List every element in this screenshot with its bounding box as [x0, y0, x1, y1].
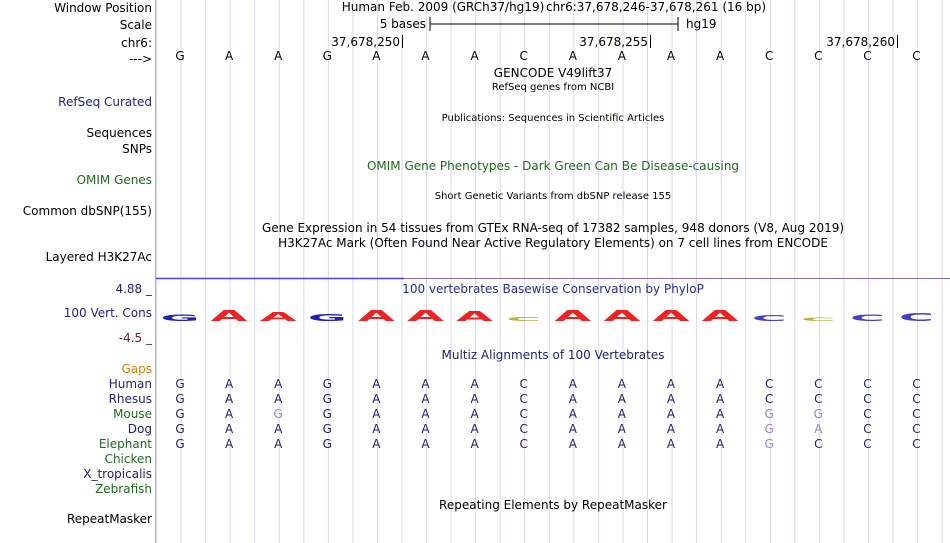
alignment-base-dog: C — [863, 422, 872, 436]
label-mouse[interactable]: Mouse — [113, 407, 152, 421]
label-phylop-min[interactable]: -4.5 _ — [118, 331, 152, 345]
alignment-base-dog: G — [175, 422, 185, 436]
alignment-base-elephant: A — [372, 437, 381, 451]
alignment-base-rhesus: A — [666, 392, 676, 406]
alignment-base-rhesus: A — [617, 392, 626, 406]
browser-image[interactable] — [155, 0, 950, 543]
alignment-base-mouse: A — [372, 407, 381, 421]
base: C — [814, 49, 823, 63]
alignment-base-rhesus: A — [421, 392, 430, 406]
base: A — [568, 49, 577, 63]
alignment-base-rhesus: G — [322, 392, 332, 406]
alignment-base-human: A — [666, 377, 676, 391]
alignment-base-elephant: A — [568, 437, 577, 451]
label-chicken[interactable]: Chicken — [104, 452, 152, 466]
scale-db: hg19 — [686, 17, 717, 31]
alignment-base-dog: A — [666, 422, 676, 436]
alignment-base-human: A — [470, 377, 479, 391]
alignment-base-mouse: G — [273, 407, 283, 421]
label-window-position[interactable]: Window Position — [54, 1, 152, 15]
label-strand[interactable]: ---> — [128, 52, 152, 66]
base: A — [617, 49, 626, 63]
label-repeatmasker[interactable]: RepeatMasker — [66, 512, 152, 526]
label-sequences[interactable]: Sequences — [86, 126, 152, 140]
alignment-base-rhesus: C — [863, 392, 872, 406]
label-dbsnp[interactable]: Common dbSNP(155) — [22, 204, 152, 218]
conservation-letter: A — [456, 309, 494, 325]
alignment-base-rhesus: A — [274, 392, 283, 406]
alignment-base-rhesus: C — [912, 392, 921, 406]
conservation-letter: C — [849, 312, 885, 324]
conservation-letter: C — [506, 316, 542, 323]
label-elephant[interactable]: Elephant — [98, 437, 152, 451]
tick-label: 37,678,255 — [579, 35, 648, 49]
alignment-base-human: C — [764, 377, 774, 391]
phylop-track-title[interactable]: 100 vertebrates Basewise Conservation by PhyloP — [402, 282, 704, 296]
label-scale[interactable]: Scale — [119, 18, 152, 32]
repeatmasker-track-title[interactable]: Repeating Elements by RepeatMasker — [439, 498, 667, 512]
alignment-base-elephant: C — [863, 437, 872, 451]
alignment-base-rhesus: A — [224, 392, 234, 406]
alignment-base-human: A — [224, 377, 234, 391]
conservation-letter: C — [751, 313, 787, 324]
label-xtrop[interactable]: X_tropicalis — [83, 467, 152, 481]
base: A — [372, 49, 381, 63]
alignment-base-elephant: C — [814, 437, 823, 451]
alignment-base-human: A — [568, 377, 577, 391]
alignment-base-human: C — [519, 377, 528, 391]
alignment-base-human: C — [912, 377, 921, 391]
base: C — [764, 49, 774, 63]
alignment-base-human: A — [274, 377, 283, 391]
alignment-base-mouse: C — [519, 407, 528, 421]
alignment-base-rhesus: A — [715, 392, 725, 406]
alignment-base-dog: A — [372, 422, 381, 436]
base: C — [912, 49, 921, 63]
conservation-letter: A — [357, 307, 395, 325]
alignment-base-mouse: A — [421, 407, 430, 421]
alignment-base-mouse: G — [322, 407, 332, 421]
omim-track-title[interactable]: OMIM Gene Phenotypes - Dark Green Can Be Disease-causing — [366, 159, 740, 173]
base: A — [715, 49, 725, 63]
alignment-base-human: C — [814, 377, 823, 391]
alignment-base-rhesus: A — [470, 392, 479, 406]
alignment-base-dog: A — [421, 422, 430, 436]
alignment-base-mouse: A — [470, 407, 479, 421]
alignment-base-elephant: A — [617, 437, 626, 451]
alignment-base-elephant: A — [274, 437, 283, 451]
alignment-base-rhesus: A — [568, 392, 577, 406]
tick-label: 37,678,250 — [331, 35, 400, 49]
alignment-base-human: A — [372, 377, 381, 391]
assembly-text: Human Feb. 2009 (GRCh37/hg19) — [341, 0, 545, 14]
conservation-letter: C — [800, 316, 836, 323]
h3k27ac-track-title[interactable]: H3K27Ac Mark (Often Found Near Active Regulatory Elements) on 7 cell lines from ENCODE — [278, 236, 828, 250]
dbsnp-track-title[interactable]: Short Genetic Variants from dbSNP release 155 — [434, 191, 672, 202]
conservation-letter: A — [407, 307, 444, 325]
alignment-base-mouse: G — [764, 407, 774, 421]
alignment-base-dog: G — [322, 422, 332, 436]
label-rhesus[interactable]: Rhesus — [108, 392, 152, 406]
alignment-base-elephant: G — [322, 437, 332, 451]
refseq-track-title[interactable]: RefSeq genes from NCBI — [491, 82, 615, 93]
alignment-base-dog: A — [814, 422, 823, 436]
alignment-base-elephant: A — [666, 437, 676, 451]
track-labels-panel — [0, 0, 155, 543]
alignment-base-dog: C — [519, 422, 528, 436]
alignment-base-mouse: A — [224, 407, 234, 421]
alignment-base-dog: A — [715, 422, 725, 436]
conservation-letter: G — [307, 312, 347, 324]
gtex-track-title[interactable]: Gene Expression in 54 tissues from GTEx RNA-seq of 17382 samples, 948 donors (V8, Aug 2019) — [261, 221, 845, 235]
base: C — [519, 49, 528, 63]
alignment-base-dog: C — [912, 422, 921, 436]
label-zebrafish[interactable]: Zebrafish — [95, 482, 152, 496]
scale-bar — [156, 16, 950, 34]
alignment-base-elephant: C — [912, 437, 921, 451]
tick-mark — [650, 35, 651, 48]
conservation-letter: A — [652, 307, 690, 325]
alignment-base-mouse: C — [912, 407, 921, 421]
base: G — [175, 49, 185, 63]
alignment-base-elephant: G — [175, 437, 185, 451]
alignment-base-dog: A — [274, 422, 283, 436]
alignment-base-mouse: A — [568, 407, 577, 421]
label-gaps[interactable]: Gaps — [121, 362, 152, 376]
alignment-base-dog: A — [224, 422, 234, 436]
base: G — [322, 49, 332, 63]
alignment-base-elephant: C — [519, 437, 528, 451]
label-chrom[interactable]: chr6: — [121, 36, 152, 50]
alignment-base-dog: A — [568, 422, 577, 436]
publications-track-title[interactable]: Publications: Sequences in Scientific Articles — [441, 113, 665, 124]
conservation-letter: A — [210, 307, 248, 325]
base: A — [470, 49, 479, 63]
conservation-letter: A — [554, 307, 592, 325]
alignment-base-human: G — [175, 377, 185, 391]
label-refseq[interactable]: RefSeq Curated — [58, 95, 152, 109]
tick-label: 37,678,260 — [826, 35, 895, 49]
conservation-letter: G — [160, 313, 200, 324]
alignment-base-mouse: A — [617, 407, 626, 421]
alignment-base-rhesus: C — [519, 392, 528, 406]
alignment-base-elephant: A — [715, 437, 725, 451]
alignment-base-elephant: A — [470, 437, 479, 451]
base: A — [274, 49, 283, 63]
gencode-track-title[interactable]: GENCODE V49lift37 — [493, 66, 613, 80]
base: A — [666, 49, 676, 63]
alignment-base-dog: A — [470, 422, 479, 436]
alignment-base-mouse: C — [863, 407, 872, 421]
position-text: chr6:37,678,246-37,678,261 (16 bp) — [545, 0, 767, 14]
alignment-base-rhesus: A — [372, 392, 381, 406]
label-h3k27ac[interactable]: Layered H3K27Ac — [45, 250, 152, 264]
conservation-letter: A — [701, 307, 739, 325]
base: A — [224, 49, 234, 63]
base: C — [863, 49, 872, 63]
label-snps[interactable]: SNPs — [122, 142, 152, 156]
alignment-base-dog: G — [764, 422, 774, 436]
alignment-base-elephant: A — [421, 437, 430, 451]
alignment-base-mouse: G — [175, 407, 185, 421]
alignment-base-elephant: G — [764, 437, 774, 451]
alignment-base-rhesus: C — [814, 392, 823, 406]
alignment-base-human: A — [421, 377, 430, 391]
alignment-base-rhesus: C — [764, 392, 774, 406]
alignment-base-rhesus: G — [175, 392, 185, 406]
tick-mark — [402, 35, 403, 48]
alignment-base-mouse: G — [813, 407, 823, 421]
alignment-base-elephant: A — [224, 437, 234, 451]
label-human[interactable]: Human — [108, 377, 152, 391]
label-cons[interactable]: 100 Vert. Cons — [63, 306, 152, 320]
conservation-letter: A — [259, 310, 297, 325]
alignment-base-human: A — [617, 377, 626, 391]
tick-mark — [897, 35, 898, 48]
alignment-base-human: C — [863, 377, 872, 391]
alignment-base-mouse: A — [715, 407, 725, 421]
conservation-letter: A — [603, 307, 641, 325]
alignment-base-mouse: A — [666, 407, 676, 421]
label-omim[interactable]: OMIM Genes — [76, 173, 152, 187]
base: A — [421, 49, 430, 63]
alignment-base-dog: A — [617, 422, 626, 436]
conservation-letter: C — [899, 311, 934, 324]
alignment-base-human: G — [322, 377, 332, 391]
scale-text: 5 bases — [379, 17, 426, 31]
label-dog[interactable]: Dog — [127, 422, 152, 436]
alignment-base-human: A — [715, 377, 725, 391]
conservation-logo — [156, 300, 950, 326]
label-phylop-max[interactable]: 4.88 _ — [115, 282, 152, 296]
multiz-track-title[interactable]: Multiz Alignments of 100 Vertebrates — [441, 348, 665, 362]
